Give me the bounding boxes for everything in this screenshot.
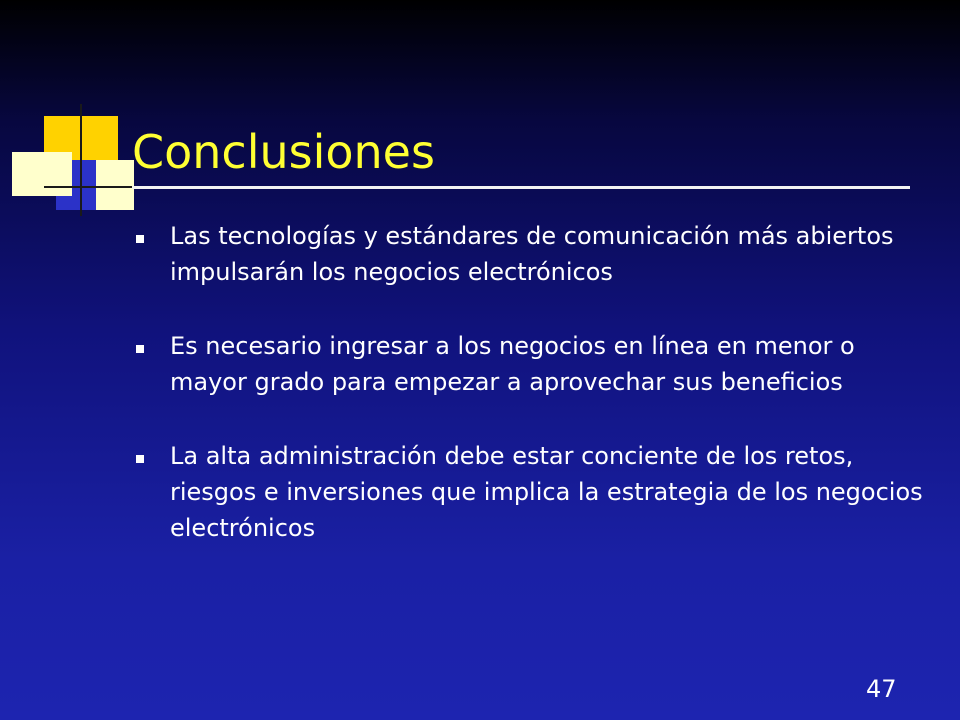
bullet-square-icon bbox=[136, 455, 144, 463]
logo-square-cream-right bbox=[96, 160, 134, 210]
logo-vertical-line bbox=[80, 104, 82, 216]
bullet-list bbox=[132, 218, 932, 584]
bullet-text: Es necesario ingresar a los negocios en línea en menor o mayor grado para empezar a aprovechar sus beneficios bbox=[170, 332, 855, 396]
bullet-item bbox=[132, 328, 932, 400]
bullet-item bbox=[132, 218, 932, 290]
bullet-text: La alta administración debe estar conciente de los retos, riesgos e inversiones que implica la estrategia de los negocios electrónicos bbox=[170, 442, 923, 542]
bullet-text: Las tecnologías y estándares de comunicación más abiertos impulsarán los negocios electrónicos bbox=[170, 222, 894, 286]
title-underline bbox=[132, 186, 910, 189]
bullet-square-icon bbox=[136, 345, 144, 353]
bullet-item bbox=[132, 438, 932, 546]
page-number: 47 bbox=[866, 675, 897, 703]
slide-title: Conclusiones bbox=[132, 125, 435, 179]
logo-horizontal-line bbox=[44, 186, 134, 188]
logo-square-cream-left bbox=[12, 152, 72, 196]
bullet-square-icon bbox=[136, 235, 144, 243]
